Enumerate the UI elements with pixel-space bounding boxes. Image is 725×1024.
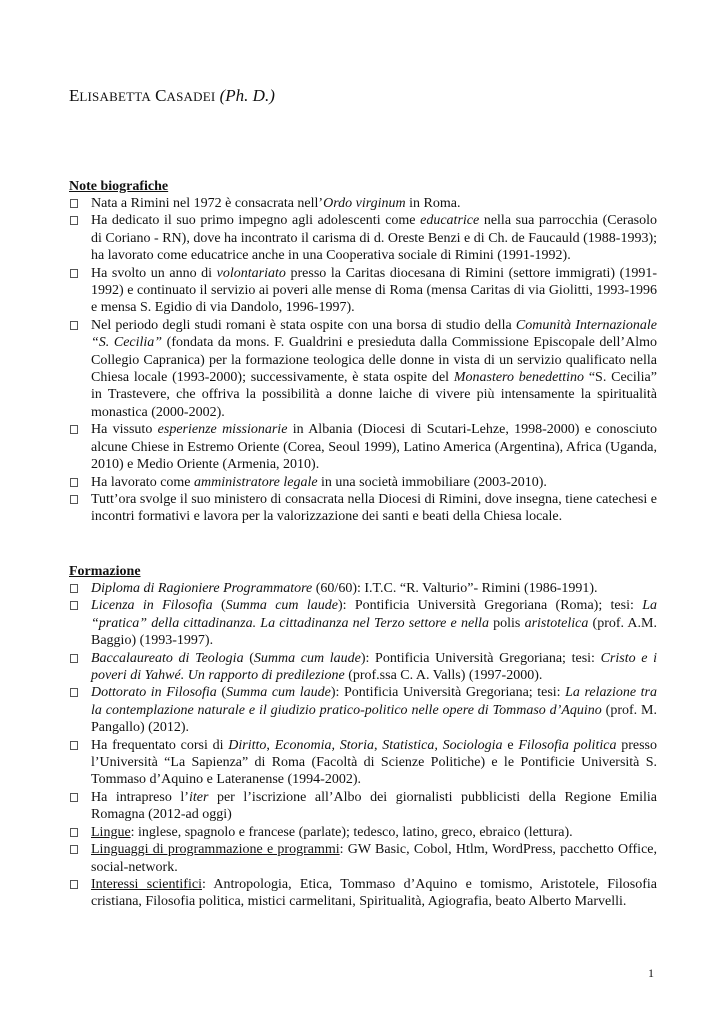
list-item: Baccalaureato di Teologia (Summa cum laude): Pontificia Università Gregoriana; tesi: Cristo e i poveri di Yahwé. Un rapporto di predilezione (prof.ssa C. A. Valls) (1997-2000). bbox=[69, 650, 657, 685]
name-initial-first: E bbox=[69, 86, 80, 105]
bullet-box-icon bbox=[70, 601, 78, 610]
section-note-biografiche bbox=[69, 178, 657, 526]
list-item: Ha frequentato corsi di Diritto, Economia, Storia, Statistica, Sociologia e Filosofia politica presso l’Università “La Sapienza” di Roma (Facoltà di Scienze Politiche) e le Pontificie Università S. Tommaso d’Aquino e Lateranense (1994-2002). bbox=[69, 737, 657, 789]
list-item: Licenza in Filosofia (Summa cum laude): Pontificia Università Gregoriana (Roma); tesi: La “pratica” della cittadinanza. La cittadinanza nel Terzo settore e nella polis aristotelica (prof. A.M. Baggio) (1993-1997). bbox=[69, 597, 657, 649]
list-item: Tutt’ora svolge il suo ministero di consacrata nella Diocesi di Rimini, dove insegna, tiene catechesi e incontri formativi e lavora per la valorizzazione dei santi e beati della Chiesa locale. bbox=[69, 491, 657, 526]
list-item: Ha lavorato come amministratore legale in una società immobiliare (2003-2010). bbox=[69, 474, 657, 491]
list-item: Nel periodo degli studi romani è stata ospite con una borsa di studio della Comunità Internazionale “S. Cecilia” (fondata da mons. F. Gualdrini e presieduta dalla Commissione Episcopale dell’Almo Collegio Capranica) per la formazione teologica delle donne in vista di un servizio qualificato nella Chiesa locale (1993-2000); successivamente, è stata ospite del Monastero benedettino “S. Cecilia” in Trastevere, che offriva la possibilità a donne laiche di vivere più intensamente la spiritualità monastica (2000-2002). bbox=[69, 317, 657, 421]
name-last-rest: ASADEI bbox=[166, 89, 216, 104]
bullet-box-icon bbox=[70, 845, 78, 854]
author-name bbox=[69, 86, 275, 106]
bullet-box-icon bbox=[70, 199, 78, 208]
formazione-list bbox=[69, 580, 657, 911]
name-suffix: (Ph. D.) bbox=[219, 86, 275, 105]
list-item: Nata a Rimini nel 1972 è consacrata nell’Ordo virginum in Roma. bbox=[69, 195, 657, 212]
bullet-box-icon bbox=[70, 880, 78, 889]
bullet-box-icon bbox=[70, 269, 78, 278]
list-item: Ha svolto un anno di volontariato presso la Caritas diocesana di Rimini (settore immigrati) (1991-1992) e continuato il servizio ai poveri alle mense di Roma (mensa Caritas di via Giolitti, 1993-1996 e mensa S. Egidio di via Dandolo, 1996-1997). bbox=[69, 265, 657, 317]
bullet-box-icon bbox=[70, 828, 78, 837]
list-item: Ha dedicato il suo primo impegno agli adolescenti come educatrice nella sua parrocchia (Cerasolo di Coriano - RN), dove ha incontrato il carisma di d. Oreste Benzi e di Ch. de Faucauld (1988-1993); ha lavorato come educatrice anche in una Cooperativa sociale di Rimini (1991-1992). bbox=[69, 212, 657, 264]
bullet-box-icon bbox=[70, 741, 78, 750]
list-item: Dottorato in Filosofia (Summa cum laude): Pontificia Università Gregoriana; tesi: La relazione tra la contemplazione naturale e il giudizio pratico-politico nelle opere di Tommaso d’Aquino (prof. M. Pangallo) (2012). bbox=[69, 684, 657, 736]
list-item: Lingue: inglese, spagnolo e francese (parlate); tedesco, latino, greco, ebraico (lettura). bbox=[69, 824, 657, 841]
list-item: Interessi scientifici: Antropologia, Etica, Tommaso d’Aquino e tomismo, Aristotele, Filosofia cristiana, Filosofia politica, mistici carmelitani, Spiritualità, Agiografia, beato Alberto Marvelli. bbox=[69, 876, 657, 911]
name-first-rest: LISABETTA bbox=[79, 89, 151, 104]
name-initial-last: C bbox=[155, 86, 167, 105]
list-item: Ha intrapreso l’iter per l’iscrizione all’Albo dei giornalisti pubblicisti della Regione Emilia Romagna (2012-ad oggi) bbox=[69, 789, 657, 824]
bullet-box-icon bbox=[70, 216, 78, 225]
page-number: 1 bbox=[648, 966, 654, 980]
bullet-box-icon bbox=[70, 478, 78, 487]
bullet-box-icon bbox=[70, 495, 78, 504]
bullet-box-icon bbox=[70, 584, 78, 593]
section-heading: Note biografiche bbox=[69, 179, 169, 194]
list-item: Ha vissuto esperienze missionarie in Albania (Diocesi di Scutari-Lehze, 1998-2000) e conosciuto alcune Chiese in Estremo Oriente (Corea, Seoul 1999), Latino America (Argentina), Africa (Uganda, 2010) e Medio Oriente (Armenia, 2010). bbox=[69, 421, 657, 473]
section-heading: Formazione bbox=[69, 564, 141, 579]
bio-list bbox=[69, 195, 657, 526]
bullet-box-icon bbox=[70, 654, 78, 663]
list-item: Diploma di Ragioniere Programmatore (60/60): I.T.C. “R. Valturio”- Rimini (1986-1991). bbox=[69, 580, 657, 597]
bullet-box-icon bbox=[70, 688, 78, 697]
bullet-box-icon bbox=[70, 425, 78, 434]
section-formazione bbox=[69, 563, 657, 911]
bullet-box-icon bbox=[70, 321, 78, 330]
list-item: Linguaggi di programmazione e programmi: GW Basic, Cobol, Htlm, WordPress, pacchetto Office, social-network. bbox=[69, 841, 657, 876]
bullet-box-icon bbox=[70, 793, 78, 802]
